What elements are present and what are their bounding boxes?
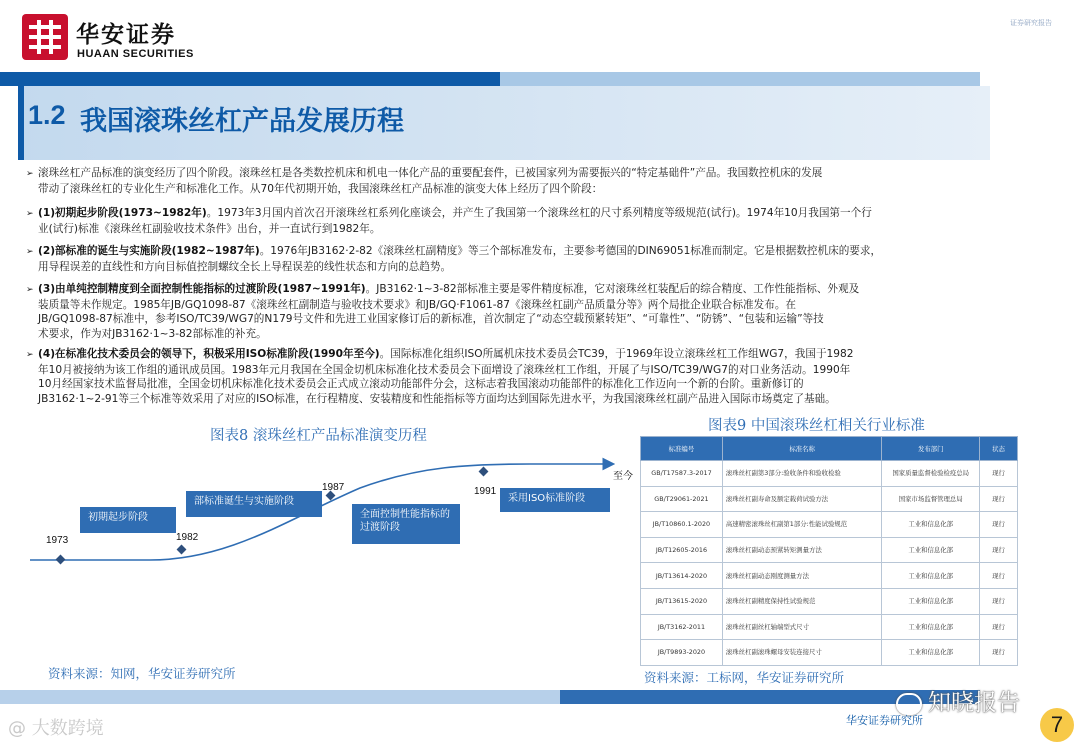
stage-1-line-1: 。1973年3月国内首次召开滚珠丝杠系列化座谈会，并产生了我国第一个滚珠丝杠的尺寸系列精度等级规范(试行)。1974年10月我国第一个行 <box>206 207 872 219</box>
table-row <box>641 614 1018 640</box>
standard-name: 滚珠丝杠副动态预紧转矩测量方法 <box>722 537 881 563</box>
standard-code: JB/T9893-2020 <box>641 640 723 666</box>
table-header-row <box>641 437 1018 461</box>
standard-status: 现行 <box>980 640 1018 666</box>
issuing-body: 工业和信息化部 <box>882 563 980 589</box>
table-row <box>641 588 1018 614</box>
standard-name: 滚珠丝杠副寿命及额定载荷试验方法 <box>722 486 881 512</box>
logo-english-name: HUAAN SECURITIES <box>77 48 194 60</box>
stage-3-line-2: 装质量等未作规定。1985年JB/GQ1098-87《滚珠丝杠副制造与验收技术要求》和JB/GQ·F1061-87《滚珠丝杠副产品质量分等》两个局批企业联合标准发布。在 <box>38 298 797 311</box>
stage-1-heading: (1)初期起步阶段(1973~1982年) <box>38 207 207 219</box>
standard-code: GB/T17587.3-2017 <box>641 461 723 487</box>
issuing-body: 工业和信息化部 <box>882 614 980 640</box>
stage-4-line-1: 。国际标准化组织ISO所属机床技术委员会TC39，于1969年设立滚珠丝杠工作组WG7，我国于1982 <box>379 348 854 360</box>
table-row <box>641 640 1018 666</box>
table-source-note: 资料来源：工标网，华安证券研究所 <box>644 670 845 685</box>
table-row <box>641 537 1018 563</box>
timeline-marker <box>56 555 66 565</box>
timeline-marker <box>479 467 489 477</box>
stage-box-4: 采用ISO标准阶段 <box>500 488 610 512</box>
stage-4-heading: (4)在标准化技术委员会的领导下，积极采用ISO标准阶段(1990年至今) <box>38 348 380 360</box>
issuing-body: 工业和信息化部 <box>882 588 980 614</box>
watermark-right-text: 知晓报告 <box>928 690 1020 716</box>
table-row <box>641 512 1018 538</box>
watermark-left: @ 大数跨境 <box>8 718 104 739</box>
bullet-arrow-icon: ➢ <box>26 169 34 179</box>
timeline-chart-title: 图表8 滚珠丝杠产品标准演变历程 <box>210 428 427 444</box>
stage-2-line-1: 。1976年JB3162·2-82《滚珠丝杠副精度》等三个部标准发布，主要参考德国的DIN69051标准而制定。它是根据数控机床的要求， <box>259 245 882 257</box>
logo-chinese-name: 华安证券 <box>76 21 176 48</box>
table-title: 图表9 中国滚珠丝杠相关行业标准 <box>708 418 925 434</box>
standard-name: 高速精密滚珠丝杠副第1部分:性能试验规范 <box>722 512 881 538</box>
standards-table <box>640 436 1018 666</box>
stage-3-line-4: 术要求，作为对JB3162·1~3-82部标准的补充。 <box>38 327 267 340</box>
standard-status: 现行 <box>980 486 1018 512</box>
intro-line-1: 滚珠丝杠产品标准的演变经历了四个阶段。滚珠丝杠是各类数控机床和机电一体化产品的重要配套件，已被国家列为需要振兴的“特定基础件”产品。我国数控机床的发展 <box>38 167 823 179</box>
stage-1-paragraph <box>26 206 991 236</box>
standard-code: GB/T29061-2021 <box>641 486 723 512</box>
stage-2-line-2: 用导程误差的直线性和方向目标值控制螺纹全长上导程误差的线性状态和方向的总趋势。 <box>38 260 452 273</box>
stage-2-heading: (2)部标准的诞生与实施阶段(1982~1987年) <box>38 245 260 257</box>
bullet-arrow-icon: ➢ <box>26 350 34 360</box>
standard-name: 滚珠丝杠副丝杠轴端型式尺寸 <box>722 614 881 640</box>
standard-name: 滚珠丝杠副第3部分:验收条件和验收检验 <box>722 461 881 487</box>
timeline-year-1987: 1987 <box>322 482 345 493</box>
table-row <box>641 461 1018 487</box>
standard-code: JB/T13614-2020 <box>641 563 723 589</box>
standard-code: JB/T10860.1-2020 <box>641 512 723 538</box>
section-number: 1.2 <box>28 100 66 130</box>
issuing-body: 工业和信息化部 <box>882 512 980 538</box>
stage-box-2: 部标准诞生与实施阶段 <box>186 491 322 517</box>
chart-source-note: 资料来源：知网，华安证券研究所 <box>48 666 236 681</box>
column-header: 标准名称 <box>722 437 881 461</box>
stage-3-paragraph <box>26 282 991 341</box>
timeline-year-1982: 1982 <box>176 532 199 543</box>
timeline-year-present: 至今 <box>613 471 633 482</box>
standard-status: 现行 <box>980 461 1018 487</box>
bullet-arrow-icon: ➢ <box>26 285 34 295</box>
bullet-arrow-icon: ➢ <box>26 247 34 257</box>
intro-line-2: 带动了滚珠丝杠的专业化生产和标准化工作。从70年代初期开始，我国滚珠丝杠产品标准的演变大体上经历了四个阶段： <box>38 182 603 195</box>
stage-3-line-3: JB/GQ1098-87标准中，参考ISO/TC39/WG7的N179号文件和先进工业国家修订后的新标准，首次制定了“动态空载预紧转矩”、“可靠性”、“防锈”、“包装和运输”等技 <box>38 313 824 325</box>
stage-3-heading: (3)由单纯控制精度到全面控制性能指标的过渡阶段(1987~1991年) <box>38 283 366 295</box>
stage-2-paragraph <box>26 244 991 274</box>
intro-paragraph <box>26 166 991 196</box>
standard-name: 滚珠丝杠副滚珠螺母安装连接尺寸 <box>722 640 881 666</box>
table-row <box>641 486 1018 512</box>
timeline-marker <box>177 545 187 555</box>
stage-box-3: 全面控制性能指标的过渡阶段 <box>352 504 460 544</box>
issuing-body: 国家质量监督检验检疫总局 <box>882 461 980 487</box>
header-band <box>0 72 1080 86</box>
stage-1-line-2: 业(试行)标准《滚珠丝杠副验收技术条件》出台，并一直试行到1982年。 <box>38 222 381 235</box>
standard-status: 现行 <box>980 588 1018 614</box>
company-logo <box>22 14 198 66</box>
standard-status: 现行 <box>980 537 1018 563</box>
stage-4-line-3: 10月经国家技术监督局批准，全国金切机床标准化技术委员会正式成立滚动功能部件分会，这标志着我国滚动功能部件的标准化工作迈向一个新的台阶。重新修订的 <box>38 378 804 390</box>
bullet-arrow-icon: ➢ <box>26 209 34 219</box>
section-title: 我国滚珠丝杠产品发展历程 <box>80 106 404 137</box>
issuing-body: 国家市场监督管理总局 <box>882 486 980 512</box>
stage-box-1: 初期起步阶段 <box>80 507 176 533</box>
logo-emblem-icon <box>22 14 68 60</box>
column-header: 状态 <box>980 437 1018 461</box>
footer-firm-name: 华安证券研究所 <box>846 714 923 727</box>
stage-4-paragraph <box>26 347 991 406</box>
standard-status: 现行 <box>980 512 1018 538</box>
stage-4-line-2: 年10月被接纳为该工作组的通讯成员国。1983年元月我国在全国金切机床标准化技术委员会下面增设了滚珠丝杠工作组，开展了与ISO/TC39/WG7的对口业务活动。1990年 <box>38 363 851 376</box>
column-header: 发布部门 <box>882 437 980 461</box>
timeline-year-1991: 1991 <box>474 486 497 497</box>
issuing-body: 工业和信息化部 <box>882 640 980 666</box>
standard-code: JB/T3162-2011 <box>641 614 723 640</box>
stage-3-line-1: 。JB3162·1~3-82部标准主要是零件精度标准，它对滚珠丝杠装配后的综合精度、工作性能指标、外观及 <box>365 283 860 295</box>
report-type-note: 证券研究报告 <box>1010 19 1052 27</box>
issuing-body: 工业和信息化部 <box>882 537 980 563</box>
table-row <box>641 563 1018 589</box>
stage-4-line-4: JB3162·1~2-91等三个标准等效采用了对应的ISO标准，在行程精度、安装精度和性能指标等方面均达到国际先进水平，为我国滚珠丝杠副产品进入国际市场奠定了基础。 <box>38 392 836 405</box>
column-header: 标准编号 <box>641 437 723 461</box>
standard-name: 滚珠丝杠副精度保持性试验规范 <box>722 588 881 614</box>
standard-status: 现行 <box>980 563 1018 589</box>
standard-status: 现行 <box>980 614 1018 640</box>
standard-name: 滚珠丝杠副动态刚度测量方法 <box>722 563 881 589</box>
timeline-year-1973: 1973 <box>46 535 69 546</box>
page-number: 7 <box>1040 708 1074 742</box>
standard-code: JB/T12605-2016 <box>641 537 723 563</box>
standard-code: JB/T13615-2020 <box>641 588 723 614</box>
